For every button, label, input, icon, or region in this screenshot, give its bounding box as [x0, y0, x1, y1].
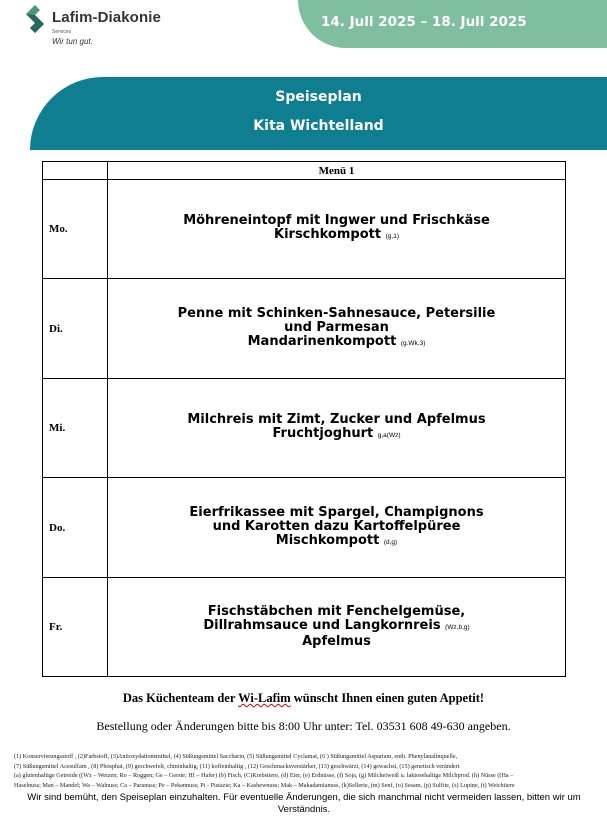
- dish-cell: [108, 379, 566, 478]
- dish-text: Fruchtjoghurt: [272, 426, 374, 441]
- legend-line: (a) glutenhaltige Getreide ((Wz – Weizen; Ro – Roggen; Ge – Gerste; Hf – Hafer) (b) Fisch, (C)Krebstiere, (d) Eier, (e) Erdnüsse, (f) Soja, (g) Milcheiweiß u. laktosehaltige Milchprod. (h) Nüsse ((Ha –: [14, 772, 514, 779]
- dish-line: [116, 534, 557, 550]
- change-notice: Wir sind bemüht, den Speiseplan einzuhalten. Für eventuelle Änderungen, die sich manchmal nicht vermeiden lassen, bitten wir um Verständnis.: [27, 792, 581, 815]
- table-header-empty: [43, 162, 108, 180]
- dish-line: [116, 619, 557, 635]
- dish-line: [116, 335, 557, 351]
- dish-line: [116, 605, 557, 619]
- title-banner: [30, 77, 607, 150]
- dish-cell: [108, 578, 566, 677]
- dish-line: [116, 228, 557, 244]
- greeting: [0, 691, 607, 706]
- dish-cell: [108, 478, 566, 578]
- day-label: Do.: [43, 478, 108, 578]
- table-row: [43, 578, 566, 677]
- legend-line: (1) Konservierungsstoff , (2)Farbstoff, (3)Antioxydationsmittel, (4) Süßungsmittel Saccharin, (5) Süßungsmittel Cyclamat, (6 ) Süßungsmittel Aspartam, enth. Phenylanalinquelle,: [14, 753, 458, 760]
- allergen-code: (g.Wk,3): [400, 339, 426, 347]
- dish-line: [116, 307, 557, 321]
- day-label: Di.: [43, 279, 108, 379]
- dish-text: Apfelmus: [302, 634, 371, 649]
- dish-line: [116, 413, 557, 427]
- allergen-code: (Wz,b,g): [445, 624, 470, 631]
- dish-text: Eierfrikassee mit Spargel, Champignons: [189, 504, 484, 520]
- greeting-text: Das Küchenteam der: [122, 691, 239, 705]
- dish-cell: [108, 180, 566, 279]
- dish-line: [116, 635, 557, 649]
- day-label: Mo.: [43, 180, 108, 279]
- dish-text: und Parmesan: [284, 319, 389, 335]
- dish-text: Milchreis mit Zimt, Zucker und Apfelmus: [187, 412, 486, 427]
- allergen-code: (d,g): [383, 538, 398, 546]
- dish-text: und Karotten dazu Kartoffelpüree: [212, 518, 461, 534]
- table-header-row: [43, 162, 566, 180]
- greeting-text: wünscht Ihnen einen guten Appetit!: [290, 691, 485, 705]
- dish-text: Penne mit Schinken-Sahnesauce, Petersilie: [177, 305, 496, 321]
- dish-line: [116, 520, 557, 534]
- column-header-menu: Menü 1: [108, 162, 566, 180]
- dish-line: [116, 321, 557, 335]
- dish-text: Dillrahmsauce und Langkornreis: [203, 618, 441, 633]
- dish-line: [116, 214, 557, 228]
- table-row: [43, 279, 566, 379]
- date-range: 14. Juli 2025 – 18. Juli 2025: [321, 14, 527, 30]
- dish-cell: [108, 279, 566, 379]
- allergen-code: (g,1): [385, 233, 399, 240]
- page-title: Speiseplan: [275, 89, 362, 105]
- day-label: Fr.: [43, 578, 108, 677]
- table-row: [43, 180, 566, 279]
- brand-logo: [22, 4, 192, 50]
- allergen-legend: [14, 752, 594, 790]
- dish-line: [116, 506, 557, 520]
- lafim-diakonie-logo-icon: [22, 4, 48, 34]
- dish-text: Mischkompott: [275, 532, 380, 548]
- legend-line: Haselnuss; Man – Mandel; Wa – Walnuss; Ca – Paranuss; Pe – Pekannuss; Pi - Pistazie; Ka – Kashewnuss; Mak – Makadamianuss, (k)Sellerie, (m) Senf, (o) Sesam, (p) Sulfite, (s) Lupine, (t) Weichtiere: [14, 781, 515, 789]
- greeting-brand: Wi-Lafim: [238, 691, 291, 705]
- table-row: [43, 379, 566, 478]
- dish-text: Kirschkompott: [274, 227, 382, 242]
- day-label: Mi.: [43, 379, 108, 478]
- menu-table: [42, 161, 566, 677]
- dish-text: Möhreneintopf mit Ingwer und Frischkäse: [183, 213, 490, 228]
- brand-sub: Services: [52, 29, 72, 35]
- order-info: Bestellung oder Änderungen bitte bis 8:00 Uhr unter: Tel. 03531 608 49-630 angeben.: [96, 719, 511, 733]
- brand-slogan: Wir tun gut.: [52, 37, 93, 46]
- dish-line: [116, 427, 557, 443]
- dish-text: Fischstäbchen mit Fenchelgemüse,: [207, 604, 466, 619]
- legend-line: (7) Süßungsmittel Acesulfam , (8) Phosphat, (9) geschwefelt, chininhaltig, (11) koffeinhaltig , (12) Geschmacksverstärker, (13) geschwärzt, (14) gewachst, (15) genetisch verändert: [14, 762, 460, 770]
- page-subtitle: Kita Wichtelland: [253, 118, 384, 134]
- allergen-code: g,a(Wz): [377, 432, 401, 439]
- table-row: [43, 478, 566, 578]
- brand-name: Lafim-Diakonie: [52, 9, 161, 26]
- dish-text: Mandarinenkompott: [247, 333, 397, 349]
